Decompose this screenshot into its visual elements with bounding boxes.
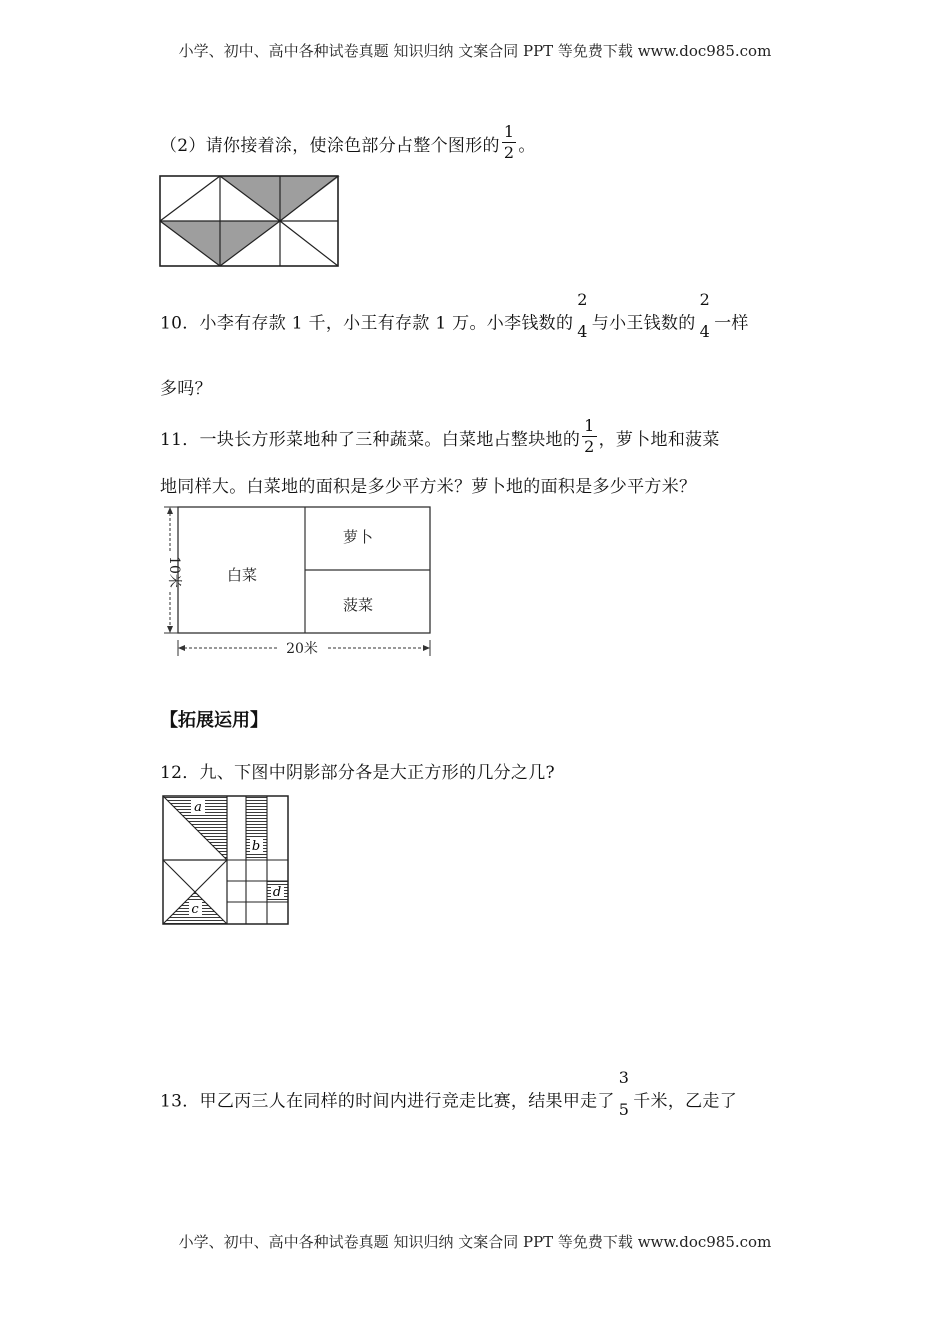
vegetable-field-diagram <box>150 500 440 662</box>
fraction-numerator: 1 <box>503 122 515 141</box>
label-d: d <box>272 885 282 900</box>
q9-2-text <box>160 122 536 165</box>
label-cabbage: 白菜 <box>226 566 258 584</box>
label-width: 20米 <box>286 641 318 657</box>
fraction-numerator: 3 <box>618 1068 630 1087</box>
q11-line1 <box>160 416 720 459</box>
label-c: c <box>191 902 199 917</box>
q10-line2: 多吗？ <box>160 379 212 399</box>
q11-suffix: ，萝卜地和菠菜 <box>598 430 720 450</box>
label-b: b <box>251 839 261 854</box>
fraction-numerator: 2 <box>577 290 588 309</box>
q13-prefix: 13．甲乙丙三人在同样的时间内进行竞走比赛，结果甲走了 <box>160 1091 615 1112</box>
q10-prefix: 10．小李有存款 1 千，小王有存款 1 万。小李钱数的 <box>160 313 574 334</box>
fraction-denominator: 4 <box>699 322 711 341</box>
page-footer: 小学、初中、高中各种试卷真题 知识归纳 文案合同 PPT 等免费下载 www.doc985.com <box>178 1233 772 1251</box>
q13-suffix: 千米，乙走了 <box>633 1091 738 1112</box>
square-shading-figure <box>160 793 292 927</box>
label-height: 10米 <box>166 556 182 588</box>
fraction-denominator: 2 <box>584 437 595 456</box>
q9-2-after: 。 <box>518 136 536 156</box>
q9-2-before: （2）请你接着涂，使涂色部分占整个图形的 <box>160 136 500 156</box>
label-radish: 萝卜 <box>342 528 374 546</box>
q13-text <box>160 1068 738 1120</box>
triangle-grid-figure <box>158 174 340 268</box>
q9-2-fraction <box>502 124 516 161</box>
page-header: 小学、初中、高中各种试卷真题 知识归纳 文案合同 PPT 等免费下载 www.doc985.com <box>178 42 772 60</box>
q10-line1 <box>160 290 749 342</box>
q13-fraction <box>617 1068 631 1119</box>
q10-suffix: 一样 <box>714 313 749 334</box>
fraction-numerator: 2 <box>699 290 711 309</box>
fraction-denominator: 4 <box>577 322 588 341</box>
label-spinach: 菠菜 <box>342 596 374 614</box>
q11-fraction <box>582 418 596 455</box>
q11-line2: 地同样大。白菜地的面积是多少平方米？萝卜地的面积是多少平方米？ <box>160 477 697 497</box>
fraction-numerator: 1 <box>584 416 595 435</box>
q12-text: 12．九、下图中阴影部分各是大正方形的几分之几? <box>160 763 555 783</box>
fraction-denominator: 2 <box>503 143 515 162</box>
q10-fraction-2 <box>698 290 712 341</box>
q10-fraction-1 <box>575 290 589 341</box>
q10-mid: 与小王钱数的 <box>591 313 696 334</box>
label-a: a <box>194 800 202 815</box>
q11-prefix: 11．一块长方形菜地种了三种蔬菜。白菜地占整块地的 <box>160 430 581 450</box>
section-title: 【拓展运用】 <box>160 710 268 731</box>
fraction-denominator: 5 <box>618 1100 630 1119</box>
